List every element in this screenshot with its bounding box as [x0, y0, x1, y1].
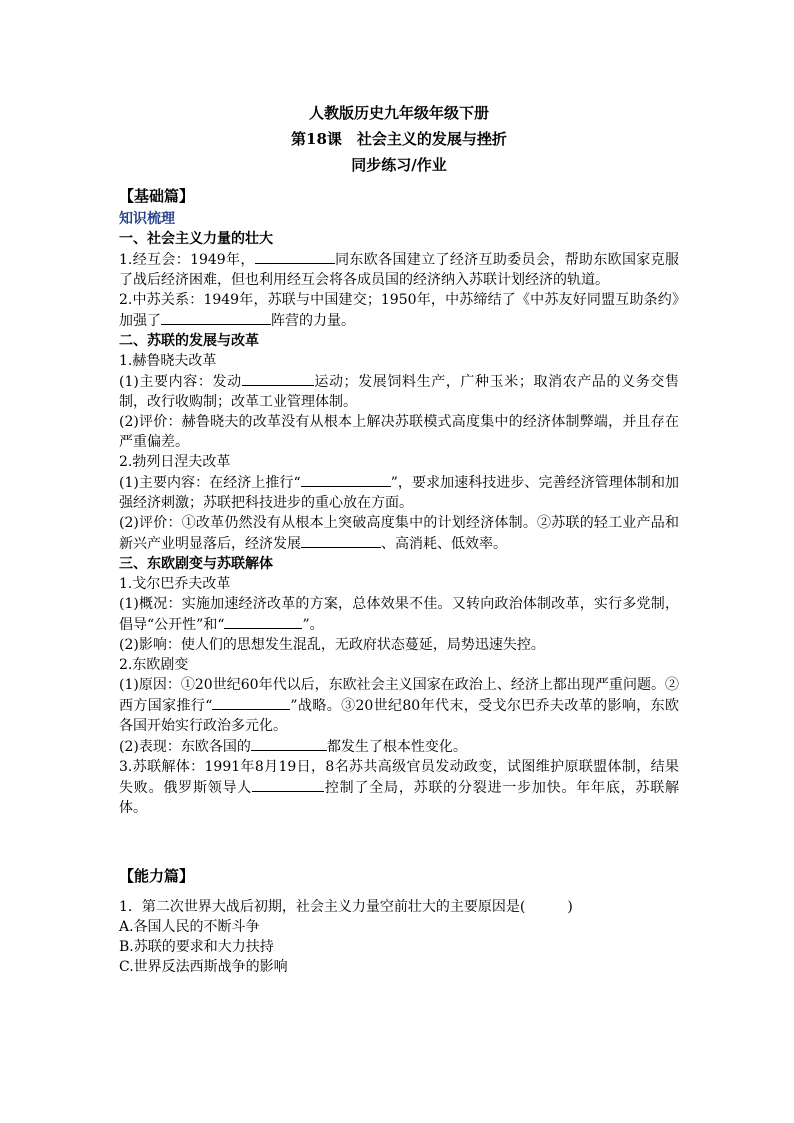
part3-heading: 三、东欧剧变与苏联解体 [119, 556, 273, 572]
subsection-knowledge: 知识梳理 [119, 211, 175, 227]
part2-p4: (2)评价：①改革仍然没有从根本上突破高度集中的计划经济体制。②苏联的轻工业产品和新兴产业明显落后，经济发展 、高消耗、低效率。 [119, 515, 679, 552]
fill-blank[interactable] [161, 310, 271, 325]
part2-h2: 2.勃列日涅夫改革 [119, 454, 231, 470]
document-page [119, 97, 679, 977]
part2-heading: 二、苏联的发展与改革 [119, 333, 259, 349]
part1-item1: 1.经互会：1949年， 同东欧各国建立了经济互助委员会，帮助东欧国家克服了战后经济困难，但也利用经互会将各成员国的经济纳入苏联计划经济的轨道。 [119, 249, 679, 290]
section-basic-title: 【基础篇】 [119, 187, 195, 205]
spacer [119, 818, 679, 858]
part3-p4: (2)表现：东欧各国的 都发生了根本性变化。 [119, 736, 679, 757]
part3-p3: (1)原因：①20世纪60年代以后，东欧社会主义国家在政治上、经济上都出现严重问题。②西方国家推行“ ”战略。③20世纪80年代末，受戈尔巴乔夫改革的影响，东欧各国开始实行政治多元化。 [119, 677, 679, 734]
fill-blank[interactable] [301, 533, 381, 548]
fill-blank[interactable] [242, 371, 314, 386]
doc-title-type: 同步练习/作业 [351, 156, 447, 174]
part3-h1: 1.戈尔巴乔夫改革 [119, 576, 231, 592]
doc-title-textbook: 人教版历史九年级年级下册 [308, 104, 489, 122]
part2-p1: (1)主要内容：发动 运动；发展饲料生产，广种玉米；取消农产品的义务交售制，改行收购制；改革工业管理体制。 [119, 371, 679, 412]
question-1: 1．第二次世界大战后初期，社会主义力量空前壮大的主要原因是( ) [119, 899, 573, 915]
option-a[interactable]: A.各国人民的不断斗争 [119, 919, 260, 935]
part1-item2: 2.中苏关系：1949年，苏联与中国建交；1950年，中苏缔结了《中苏友好同盟互助条约》加强了 阵营的力量。 [119, 292, 679, 329]
fill-blank[interactable] [251, 736, 327, 751]
fill-blank[interactable] [255, 249, 335, 264]
option-c[interactable]: C.世界反法西斯战争的影响 [119, 959, 288, 975]
part2-h1: 1.赫鲁晓夫改革 [119, 353, 217, 369]
section-ability-title: 【能力篇】 [119, 867, 195, 885]
part2-p3: (1)主要内容：在经济上推行“ ”，要求加速科技进步、完善经济管理体制和加强经济刺激；苏联把科技进步的重心放在方面。 [119, 472, 679, 513]
part3-p2: (2)影响：使人们的思想发生混乱，无政府状态蔓延，局势迅速失控。 [119, 637, 545, 653]
fill-blank[interactable] [252, 777, 324, 792]
fill-blank[interactable] [301, 472, 391, 487]
fill-blank[interactable] [224, 614, 302, 629]
part3-p5: 3.苏联解体：1991年8月19日，8名苏共高级官员发动政变，试图维护原联盟体制，结果失败。俄罗斯领导人 控制了全局，苏联的分裂进一步加快。年年底，苏联解体。 [119, 759, 680, 816]
part3-p1: (1)概况：实施加速经济改革的方案，总体效果不佳。又转向政治体制改革，实行多党制，倡导“公开性”和“ ”。 [119, 596, 679, 633]
part3-h2: 2.东欧剧变 [119, 657, 189, 673]
part2-p2: (2)评价：赫鲁晓夫的改革没有从根本上解决苏联模式高度集中的经济体制弊端，并且存在严重偏差。 [119, 414, 679, 450]
fill-blank[interactable] [212, 695, 290, 710]
part1-heading: 一、社会主义力量的壮大 [119, 231, 273, 247]
option-b[interactable]: B.苏联的要求和大力扶持 [119, 939, 274, 955]
spacer [119, 889, 679, 897]
doc-title-lesson: 第18课 社会主义的发展与挫折 [291, 130, 507, 148]
